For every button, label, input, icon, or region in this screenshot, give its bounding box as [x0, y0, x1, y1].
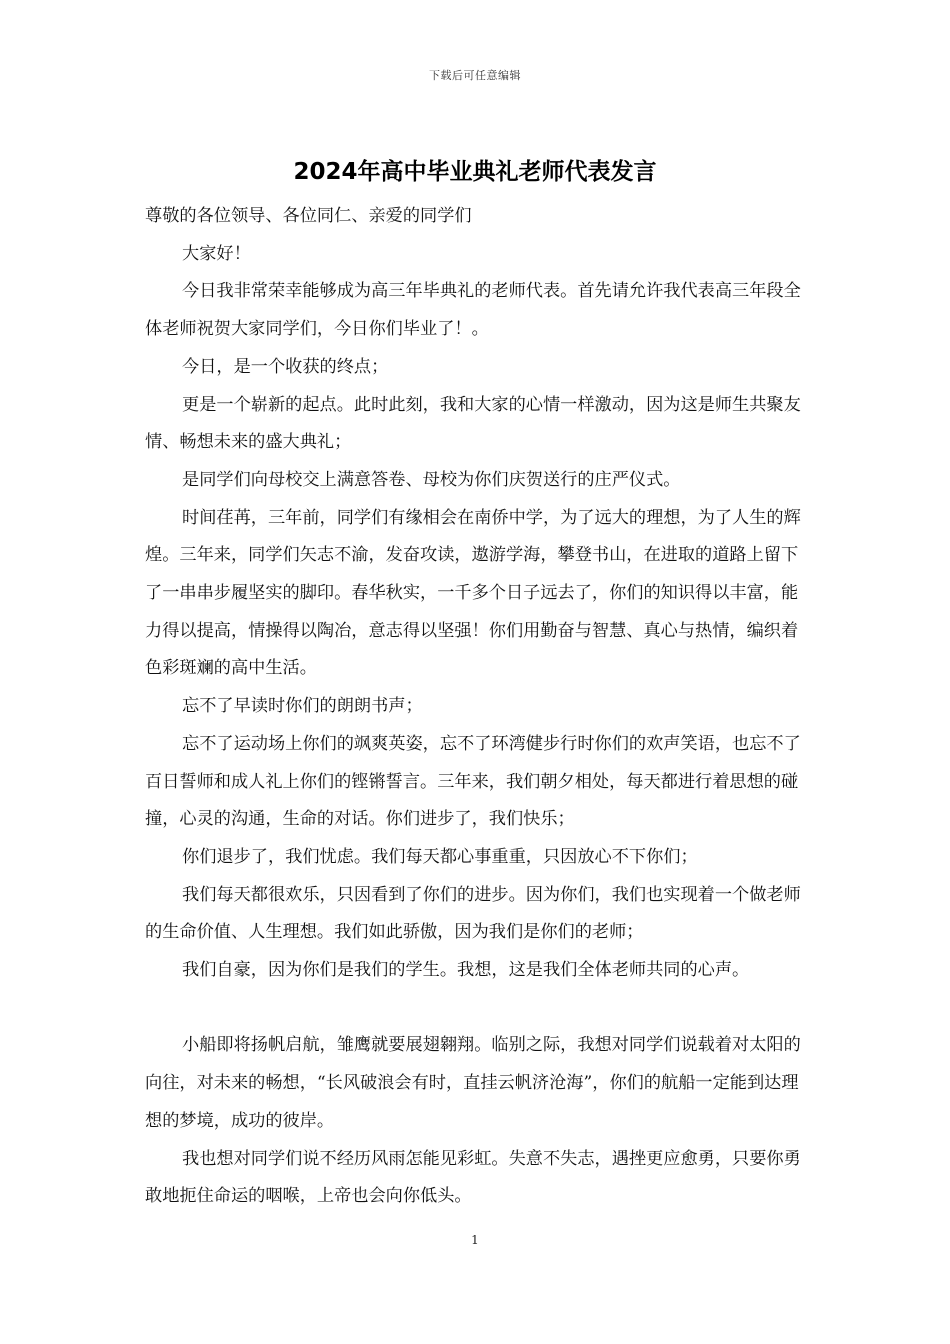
paragraph-8: 忘不了运动场上你们的飒爽英姿，忘不了环湾健步行时你们的欢声笑语，也忘不了百日誓师和成人礼上你们的铿锵誓言。三年来，我们朝夕相处，每天都进行着思想的碰撞，心灵的沟通，生命的对话。你们进步了，我们快乐； [145, 733, 801, 830]
page-header: 下载后可任意编辑 [429, 69, 521, 82]
paragraph-12: 小船即将扬帆启航，雏鹰就要展翅翱翔。临别之际，我想对同学们说载着对太阳的向往，对未来的畅想，“长风破浪会有时，直挂云帆济沧海”，你们的航船一定能到达理想的梦境，成功的彼岸。 [145, 1035, 801, 1131]
paragraph-13: 我也想对同学们说不经历风雨怎能见彩虹。失意不失志，遇挫更应愈勇，只要你勇敢地扼住命运的咽喉，上帝也会向你低头。 [145, 1148, 801, 1207]
paragraph-2: 今日我非常荣幸能够成为高三年毕典礼的老师代表。首先请允许我代表高三年段全体老师祝贺大家同学们，今日你们毕业了！。 [145, 281, 801, 340]
paragraph-3: 今日，是一个收获的终点； [182, 356, 389, 377]
paragraph-spacer [145, 990, 810, 1028]
paragraph-9: 你们退步了，我们忧虑。我们每天都心事重重，只因放心不下你们； [182, 846, 698, 867]
paragraph-4: 更是一个崭新的起点。此时此刻，我和大家的心情一样激动，因为这是师生共聚友情、畅想未来的盛大典礼； [145, 394, 801, 453]
document-body [145, 198, 810, 1216]
paragraph-5: 是同学们向母校交上满意答卷、母校为你们庆贺送行的庄严仪式。 [182, 469, 681, 490]
paragraph-6: 时间荏苒，三年前，同学们有缘相会在南侨中学，为了远大的理想，为了人生的辉煌。三年来，同学们矢志不渝，发奋攻读，遨游学海，攀登书山，在进取的道路上留下了一串串步履坚实的脚印。春华秋实，一千多个日子远去了，你们的知识得以丰富，能力得以提高，情操得以陶冶，意志得以坚强！你们用勤奋与智慧、真心与热情，编织着色彩斑斓的高中生活。 [145, 507, 801, 679]
paragraph-10: 我们每天都很欢乐，只因看到了你们的进步。因为你们，我们也实现着一个做老师的生命价值、人生理想。我们如此骄傲，因为我们是你们的老师； [145, 884, 801, 943]
document-title: 2024年高中毕业典礼老师代表发言 [293, 159, 657, 185]
greeting-line: 尊敬的各位领导、各位同仁、亲爱的同学们 [145, 206, 472, 226]
page-number: 1 [471, 1233, 479, 1247]
paragraph-7: 忘不了早读时你们的朗朗书声； [182, 696, 423, 717]
paragraph-1: 大家好！ [182, 243, 251, 264]
paragraph-11: 我们自豪，因为你们是我们的学生。我想，这是我们全体老师共同的心声。 [182, 960, 750, 981]
